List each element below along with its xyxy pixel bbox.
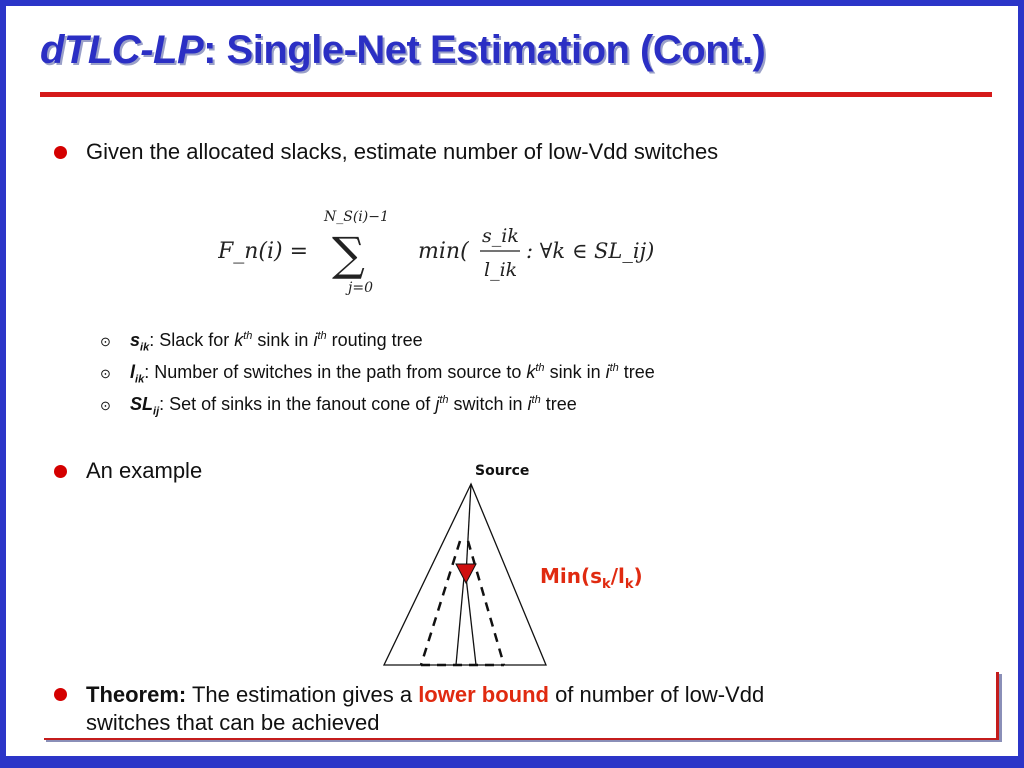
definition-lik bbox=[100, 362, 655, 386]
def-var: k bbox=[234, 330, 244, 350]
definition-slij bbox=[100, 394, 577, 418]
tree-diagram bbox=[376, 459, 686, 674]
bullet-intro-text: Given the allocated slacks, estimate number of low-Vdd switches bbox=[86, 139, 719, 164]
circled-dot-icon: ⊙ bbox=[100, 398, 111, 413]
def-text: tree bbox=[540, 394, 577, 414]
def-sup: th bbox=[317, 330, 327, 342]
definition-sik bbox=[100, 330, 423, 354]
def-symbol: SL bbox=[130, 394, 154, 414]
min-ratio-label: $Min(s_k/l_k)$ bbox=[540, 564, 643, 592]
bullet-dot-icon bbox=[54, 465, 67, 478]
def-symbol-sub: ij bbox=[153, 405, 160, 418]
def-text: sink in bbox=[252, 330, 314, 350]
def-symbol: s bbox=[130, 330, 141, 350]
def-var: j bbox=[435, 394, 440, 414]
switch-marker-icon bbox=[456, 564, 476, 583]
def-var: i bbox=[313, 330, 318, 350]
formula-sum-symbol: ∑ bbox=[332, 227, 365, 281]
circled-dot-icon: ⊙ bbox=[100, 366, 111, 381]
slide-title bbox=[40, 28, 765, 73]
theorem-label: Theorem: bbox=[86, 682, 187, 707]
def-text: sink in bbox=[544, 362, 606, 382]
def-symbol: l bbox=[130, 362, 136, 382]
formula-upper-limit: N_S(i)−1 bbox=[324, 209, 389, 225]
frame-shadow bbox=[46, 740, 1002, 742]
bullet-dot-icon bbox=[54, 688, 67, 701]
title-italic: dTLC-LP bbox=[40, 28, 204, 72]
estimation-formula bbox=[218, 196, 688, 296]
def-var: k bbox=[526, 362, 536, 382]
def-symbol-sub: ik bbox=[140, 341, 150, 354]
def-sup: th bbox=[609, 362, 619, 374]
bullet-example-text: An example bbox=[86, 458, 203, 483]
def-symbol-sub: ik bbox=[135, 373, 145, 386]
bullet-dot-icon bbox=[54, 146, 67, 159]
title-rest: : Single-Net Estimation (Cont.) bbox=[203, 28, 766, 72]
theorem-frame-right bbox=[996, 672, 999, 738]
path-to-switch bbox=[466, 484, 471, 575]
def-text: tree bbox=[618, 362, 655, 382]
branch-right bbox=[466, 577, 476, 665]
formula-min: min( bbox=[418, 239, 469, 264]
def-text: : Number of switches in the path from source to bbox=[144, 362, 527, 382]
def-text: : Set of sinks in the fanout cone of bbox=[159, 394, 436, 414]
frame-shadow bbox=[999, 674, 1002, 741]
theorem-line2: switches that can be achieved bbox=[86, 710, 380, 735]
theorem-text-before: The estimation gives a bbox=[186, 682, 419, 707]
def-text: switch in bbox=[448, 394, 528, 414]
def-var: i bbox=[527, 394, 532, 414]
theorem-highlight: lower bound bbox=[418, 682, 549, 707]
formula-lhs: F_n(i) = bbox=[218, 239, 309, 264]
theorem-text-after: of number of low-Vdd bbox=[548, 682, 765, 707]
theorem-text bbox=[86, 681, 764, 737]
formula-condition: : ∀k ∈ SL_ij) bbox=[526, 239, 655, 263]
def-var: i bbox=[605, 362, 610, 382]
title-underline bbox=[40, 92, 992, 97]
subcone-left-edge bbox=[421, 541, 460, 665]
formula-numerator: s_ik bbox=[482, 225, 519, 247]
slide bbox=[6, 6, 1018, 756]
def-text: : Slack for bbox=[149, 330, 235, 350]
def-sup: th bbox=[243, 330, 253, 342]
def-sup: th bbox=[531, 394, 541, 406]
source-label: Source bbox=[475, 463, 530, 479]
def-sup: th bbox=[439, 394, 449, 406]
branch-left bbox=[456, 577, 464, 665]
def-sup: th bbox=[535, 362, 545, 374]
formula-lower-limit: j=0 bbox=[348, 280, 373, 296]
theorem-frame-bottom bbox=[44, 738, 999, 740]
circled-dot-icon: ⊙ bbox=[100, 334, 111, 349]
def-text: routing tree bbox=[326, 330, 423, 350]
formula-denominator: l_ik bbox=[484, 259, 518, 281]
